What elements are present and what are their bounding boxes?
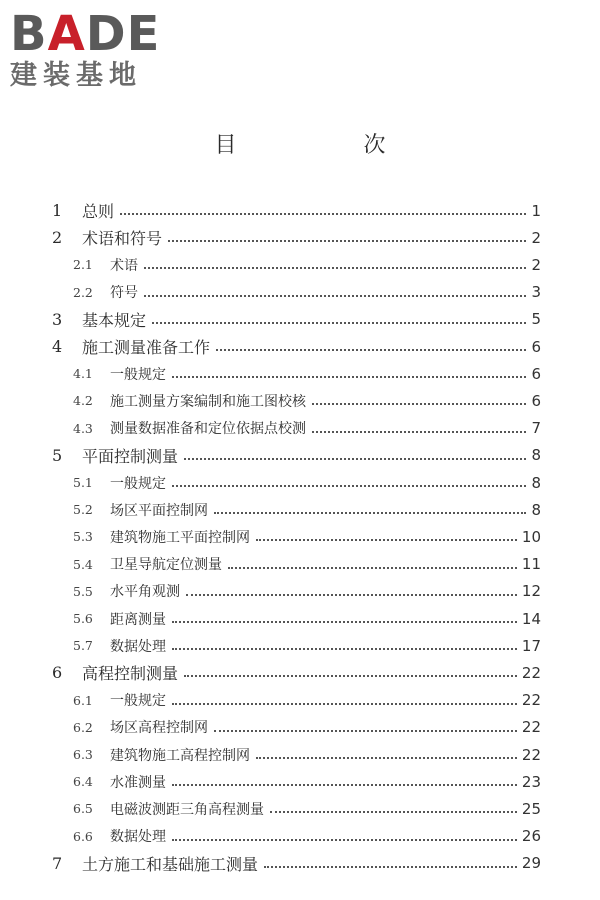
toc-leader-dots [172, 621, 517, 623]
toc-entry-number: 5.4 [73, 556, 93, 572]
toc-entry[interactable] [0, 360, 600, 387]
toc-entry[interactable] [0, 387, 600, 414]
toc-entry-page: 26 [521, 827, 541, 846]
toc-entry[interactable] [0, 469, 600, 496]
toc-leader-dots [152, 322, 526, 324]
toc-entry-number: 6 [52, 663, 63, 683]
toc-entry[interactable] [0, 605, 600, 632]
bade-logo [10, 8, 180, 92]
toc-entry-number: 5.7 [73, 638, 93, 654]
toc-entry-title: 术语 [110, 257, 138, 274]
toc-entry-title: 数据处理 [110, 638, 166, 655]
toc-entry-number: 5 [52, 445, 63, 465]
toc-leader-dots [312, 431, 526, 433]
toc-entry-title: 高程控制测量 [82, 664, 179, 684]
toc-entry[interactable] [0, 442, 600, 469]
toc-entry[interactable] [0, 687, 600, 714]
toc-entry[interactable] [0, 197, 600, 224]
toc-entry-page: 29 [521, 854, 541, 873]
toc-entry-number: 6.6 [73, 828, 93, 844]
toc-entry[interactable] [0, 496, 600, 523]
toc-entry-title: 水准测量 [110, 774, 166, 791]
toc-leader-dots [172, 485, 526, 487]
toc-entry-number: 5.1 [73, 475, 93, 490]
toc-entry-page: 14 [521, 609, 541, 628]
toc-entry-number: 2.1 [73, 257, 93, 273]
toc-leader-dots [214, 512, 526, 514]
page-title: 目 次 [214, 133, 446, 158]
toc-entry-page: 5 [531, 310, 541, 329]
toc-entry-number: 3 [52, 309, 63, 329]
toc-leader-dots [172, 648, 517, 650]
toc-entry-page: 2 [531, 228, 541, 247]
toc-entry-title: 测量数据准备和定位依据点校测 [110, 421, 306, 438]
toc-entry-title: 符号 [110, 285, 138, 302]
toc-entry[interactable] [0, 306, 600, 333]
toc-leader-dots [172, 784, 517, 786]
toc-entry-page: 22 [521, 718, 541, 737]
toc-leader-dots [216, 349, 526, 351]
toc-leader-dots [214, 730, 517, 732]
toc-entry-number: 2 [52, 228, 63, 248]
toc-entry-number: 7 [52, 853, 63, 873]
toc-entry-page: 25 [521, 799, 541, 818]
toc-entry-page: 12 [521, 582, 541, 601]
toc-entry[interactable] [0, 795, 600, 822]
toc-entry-page: 17 [521, 636, 541, 655]
toc-entry-page: 11 [521, 555, 541, 574]
toc-entry-number: 4 [52, 337, 63, 356]
toc-entry-title: 基本规定 [82, 310, 147, 330]
toc-entry-title: 电磁波测距三角高程测量 [110, 801, 264, 818]
toc-leader-dots [172, 703, 517, 705]
toc-entry-title: 卫星导航定位测量 [110, 557, 222, 574]
toc-entry-number: 6.1 [73, 692, 93, 708]
toc-entry-page: 8 [531, 500, 541, 519]
toc-entry[interactable] [0, 551, 600, 578]
toc-entry[interactable] [0, 659, 600, 686]
toc-leader-dots [186, 594, 517, 596]
toc-leader-dots [172, 839, 517, 841]
toc-entry[interactable] [0, 251, 600, 278]
toc-leader-dots [144, 267, 526, 269]
toc-entry-title: 一般规定 [110, 693, 166, 710]
toc-entry-number: 4.3 [73, 420, 93, 436]
toc-entry[interactable] [0, 224, 600, 251]
toc-entry-number: 4.2 [73, 393, 93, 409]
toc-entry[interactable] [0, 279, 600, 306]
toc-entry[interactable] [0, 523, 600, 550]
toc-entry-number: 5.6 [73, 611, 93, 626]
toc-entry-title: 一般规定 [110, 366, 166, 383]
toc-entry-title: 建筑物施工高程控制网 [110, 747, 250, 764]
toc-entry-page: 2 [531, 255, 541, 274]
toc-entry-page: 23 [521, 772, 541, 791]
toc-entry-title: 水平角观测 [110, 584, 180, 601]
toc-entry-number: 6.4 [73, 774, 93, 790]
toc-entry-number: 1 [52, 201, 63, 220]
toc-entry-number: 6.5 [73, 801, 93, 817]
toc-entry[interactable] [0, 415, 600, 442]
toc-entry[interactable] [0, 850, 600, 877]
toc-leader-dots [184, 458, 526, 460]
toc-entry-title: 距离测量 [110, 611, 166, 628]
toc-entry[interactable] [0, 632, 600, 659]
toc-entry-page: 22 [521, 663, 541, 682]
toc-entry-title: 施工测量准备工作 [82, 338, 211, 357]
toc-entry[interactable] [0, 823, 600, 850]
toc-entry-number: 5.5 [73, 583, 93, 599]
toc-entry-title: 建筑物施工平面控制网 [110, 529, 250, 546]
toc-entry-page: 6 [531, 391, 541, 410]
toc-entry[interactable] [0, 741, 600, 768]
toc-entry-title: 场区平面控制网 [110, 502, 208, 519]
toc-entry-number: 5.2 [73, 502, 93, 518]
toc-leader-dots [264, 866, 517, 868]
toc-entry-title: 术语和符号 [82, 229, 163, 249]
toc-leader-dots [184, 675, 517, 677]
toc-entry[interactable] [0, 768, 600, 795]
toc-entry-page: 7 [531, 419, 541, 438]
toc-entry-page: 6 [531, 364, 541, 383]
toc-entry-title: 总则 [82, 202, 115, 221]
toc-leader-dots [256, 539, 517, 541]
toc-entry-number: 2.2 [73, 284, 93, 300]
toc-entry-page: 3 [531, 283, 541, 302]
toc-leader-dots [120, 213, 526, 215]
toc-entry-title: 土方施工和基础施工测量 [82, 854, 259, 874]
toc-entry-title: 施工测量方案编制和施工图校核 [110, 393, 306, 410]
toc-leader-dots [256, 757, 517, 759]
toc-entry-page: 10 [521, 527, 541, 546]
toc-leader-dots [172, 376, 526, 378]
toc-leader-dots [228, 567, 517, 569]
toc-leader-dots [144, 295, 526, 297]
toc-leader-dots [270, 811, 517, 813]
logo-wordmark: BADE [10, 6, 161, 62]
toc-entry-number: 4.1 [73, 366, 93, 382]
toc-entry-title: 平面控制测量 [82, 446, 179, 466]
toc-entry-page: 8 [531, 446, 541, 465]
toc-entry-number: 5.3 [73, 529, 93, 545]
toc-entry[interactable] [0, 578, 600, 605]
toc-entry-number: 6.3 [73, 747, 93, 762]
toc-leader-dots [168, 240, 526, 242]
toc-entry[interactable] [0, 333, 600, 360]
toc-entry-page: 22 [521, 745, 541, 764]
toc-entry-page: 22 [521, 691, 541, 710]
toc-entry-number: 6.2 [73, 719, 93, 735]
toc-entry-title: 数据处理 [110, 829, 166, 846]
toc-entry[interactable] [0, 714, 600, 741]
logo-subtitle: 建装基地 [10, 60, 142, 91]
toc-entry-page: 8 [531, 473, 541, 492]
toc-entry-page: 1 [531, 201, 541, 220]
toc-entry-title: 一般规定 [110, 475, 166, 492]
toc-entry-page: 6 [531, 337, 541, 356]
toc-entry-title: 场区高程控制网 [110, 720, 208, 737]
toc-leader-dots [312, 403, 526, 405]
